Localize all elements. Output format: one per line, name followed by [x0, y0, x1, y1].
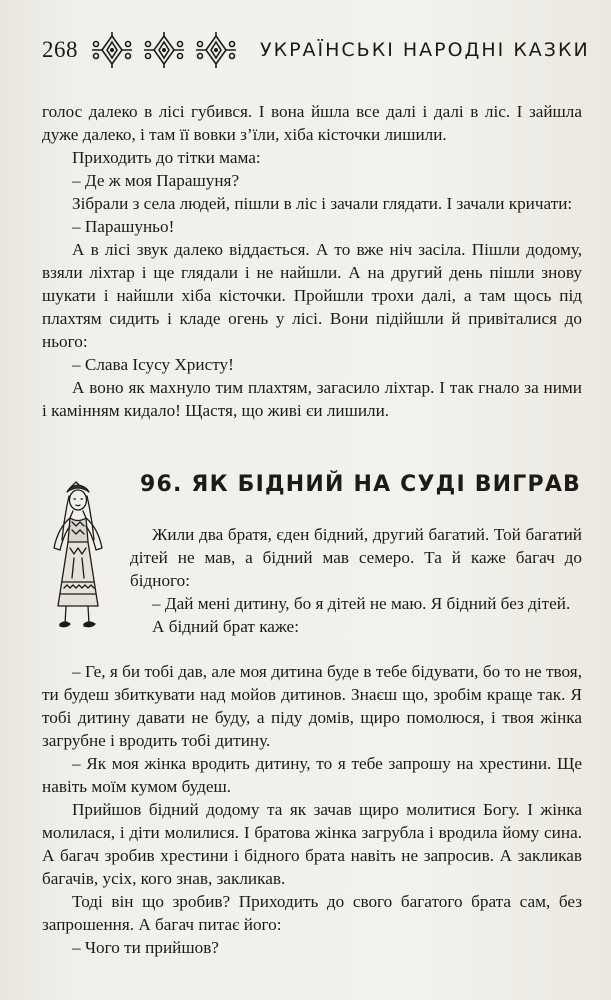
paragraph: Прийшов бідний додому та як зачав щиро молитися Богу. І жінка молилася, і діти молилися. І братова жінка загрубла і вродила йому сина. А багач зробив хрестини і бідного брата навіть не запросив. А закликав багачів, усіх, кого знав, закликав. — [42, 800, 582, 888]
folk-ornament-icon — [88, 30, 136, 70]
dialogue-line: – Ге, я би тобі дав, але моя дитина буде в тебе бідувати, бо то не твоя, ти будеш збиткувати над мойов дитинов. Знаєш що, зробім краще так. Я тобі дитину давати не буду, а піду домів, щиро помолюся, і твоя жінка загрубне і вродить тобі дитину. — [42, 662, 582, 750]
paragraph: А бідний брат каже: — [152, 617, 299, 636]
paragraph: Приходить до тітки мама: — [72, 148, 261, 167]
page-number: 268 — [42, 37, 78, 62]
running-title: УКРАЇНСЬКІ НАРОДНІ КАЗКИ — [260, 39, 590, 61]
dialogue-line: – Дай мені дитину, бо я дітей не маю. Я бідний без дітей. — [152, 594, 571, 613]
dialogue-line: – Де ж моя Парашуня? — [72, 171, 240, 190]
story-body — [42, 660, 582, 959]
dialogue-line: – Як моя жінка вродить дитину, то я тебе запрошу на хрестини. Ще навіть моїм кумом будеш. — [42, 754, 582, 796]
story-continuation — [42, 100, 582, 422]
paragraph: Зібрали з села людей, пішли в ліс і зачали глядати. І зачали кричати: — [72, 194, 573, 213]
dialogue-line: – Парашуньо! — [72, 217, 175, 236]
paragraph: А воно як махнуло тим плахтям, загасило ліхтар. І так гнало за ними і камінням кидало! Щастя, що живі єи лишили. — [42, 378, 582, 420]
paragraph: Тоді він що зробив? Приходить до свого багатого брата сам, без запрошення. А багач питає його: — [42, 892, 582, 934]
dialogue-line: – Чого ти прийшов? — [72, 938, 219, 957]
running-header — [42, 30, 590, 70]
paragraph: Жили два братя, єден бідний, другий багатий. Той багатий дітей не мав, а бідний мав семеро. Та й каже багач до бідного: — [130, 525, 582, 590]
paragraph: голос далеко в лісі губився. І вона йшла все далі і далі в ліс. І зайшла дуже далеко, і там її вовки з’їли, хіба кісточки лишили. — [42, 102, 582, 144]
story-heading: 96. ЯК БІДНИЙ НА СУДІ ВИГРАВ — [140, 472, 582, 497]
folk-ornament-icon — [140, 30, 188, 70]
folk-ornament-icon — [192, 30, 240, 70]
folk-woman-illustration-icon — [40, 478, 118, 638]
dialogue-line: – Слава Ісусу Христу! — [72, 355, 234, 374]
story-opening — [130, 523, 582, 638]
header-ornaments — [88, 30, 244, 70]
paragraph: А в лісі звук далеко віддається. А то вже ніч засіла. Пішли додому, взяли ліхтар і ще глядали і не найшли. А на другий день пішли знову шукати і найшли хіба кісточки. Пройшли трохи далі, а там щось під плахтям сидить і кладе огень у лісі. Вони підійшли й привіталися до нього: — [42, 240, 582, 351]
